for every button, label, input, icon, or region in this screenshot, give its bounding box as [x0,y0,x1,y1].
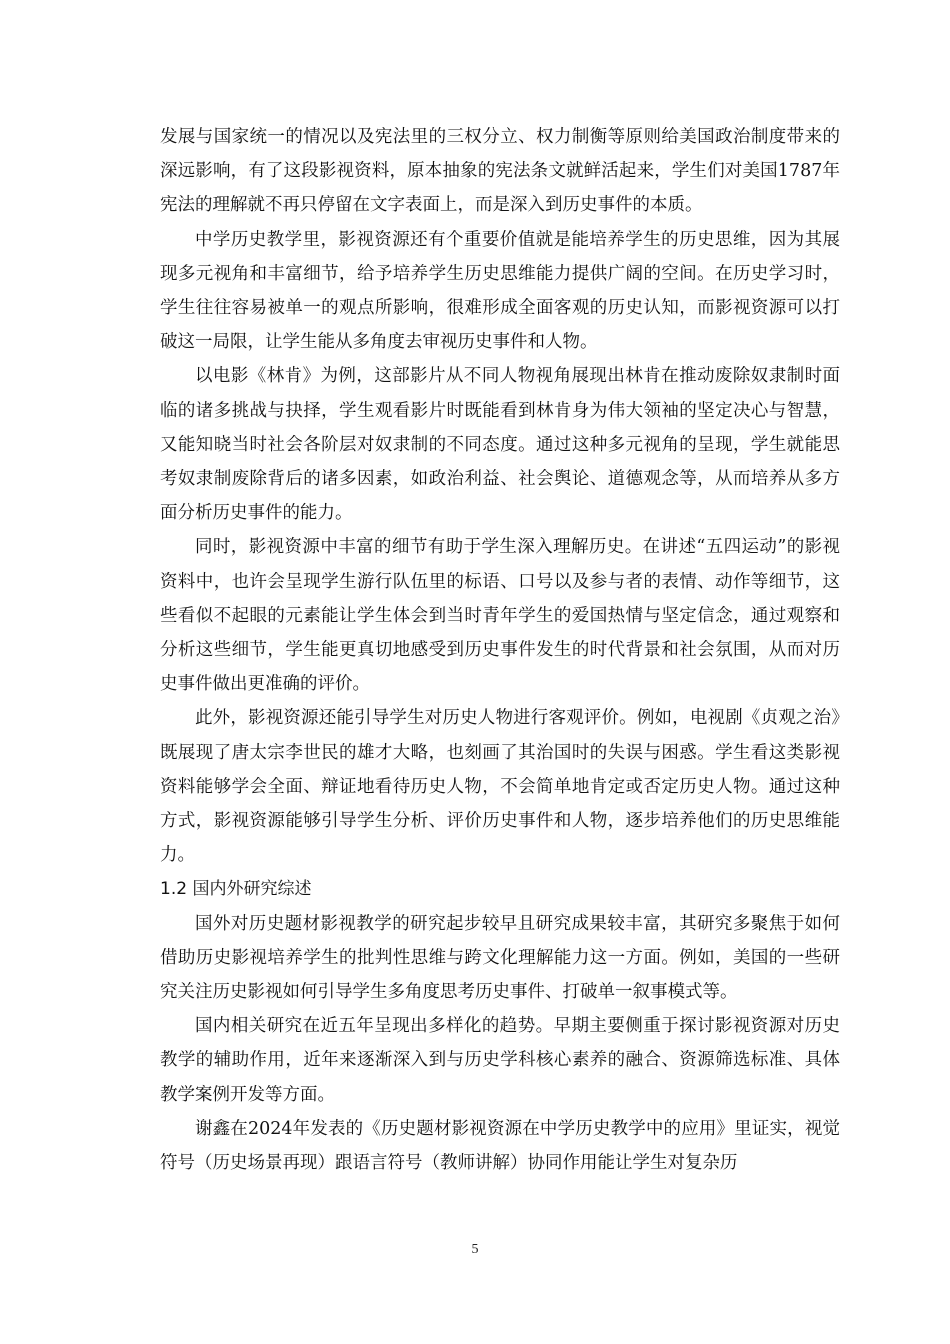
paragraph-foreign-research: 国外对历史题材影视教学的研究起步较早且研究成果较丰富，其研究多聚焦于如何借助历史影视培养学生的批判性思维与跨文化理解能力这一方面。例如，美国的一些研究关注历史影视如何引导学生多角度思考历史事件、打破单一叙事模式等。 [160,913,840,1003]
paragraph-continuation: 发展与国家统一的情况以及宪法里的三权分立、权力制衡等原则给美国政治制度带来的深远影响，有了这段影视资料，原本抽象的宪法条文就鲜活起来，学生们对美国1787年宪法的理解就不再只停留在文字表面上，而是深入到历史事件的本质。 [160,127,840,216]
body-text [160,120,840,1180]
paragraph-may-fourth-example: 同时，影视资源中丰富的细节有助于学生深入理解历史。在讲述“五四运动”的影视资料中，也许会呈现学生游行队伍里的标语、口号以及参与者的表情、动作等细节，这些看似不起眼的元素能让学生体会到当时青年学生的爱国热情与坚定信念，通过观察和分析这些细节，学生能更真切地感受到历史事件发生的时代背景和社会氛围，从而对历史事件做出更准确的评价。 [160,537,840,695]
section-heading: 1.2 国内外研究综述 [160,879,312,900]
paragraph-zhenguan-example: 此外，影视资源还能引导学生对历史人物进行客观评价。例如，电视剧《贞观之治》既展现了唐太宗李世民的雄才大略，也刻画了其治国时的失误与困惑。学生看这类影视资料能够学会全面、辩证地看待历史人物，不会简单地肯定或否定历史人物。通过这种方式，影视资源能够引导学生分析、评价历史事件和人物，逐步培养他们的历史思维能力。 [160,708,840,866]
page-number: 5 [471,1242,479,1257]
paragraph-lincoln-example: 以电影《林肯》为例，这部影片从不同人物视角展现出林肯在推动废除奴隶制时面临的诸多挑战与抉择，学生观看影片时既能看到林肯身为伟大领袖的坚定决心与智慧，又能知晓当时社会各阶层对奴隶制的不同态度。通过这种多元视角的呈现，学生就能思考奴隶制废除背后的诸多因素，如政治利益、社会舆论、道德观念等，从而培养从多方面分析历史事件的能力。 [160,366,840,524]
paragraph-historical-thinking: 中学历史教学里，影视资源还有个重要价值就是能培养学生的历史思维，因为其展现多元视角和丰富细节，给予培养学生历史思维能力提供广阔的空间。在历史学习时，学生往往容易被单一的观点所影响，很难形成全面客观的历史认知，而影视资源可以打破这一局限，让学生能从多角度去审视历史事件和人物。 [160,229,840,353]
paragraph-domestic-research: 国内相关研究在近五年呈现出多样化的趋势。早期主要侧重于探讨影视资源对历史教学的辅助作用，近年来逐渐深入到与历史学科核心素养的融合、资源筛选标准、具体教学案例开发等方面。 [160,1016,840,1105]
paragraph-xie-xin-study: 谢鑫在2024年发表的《历史题材影视资源在中学历史教学中的应用》里证实，视觉符号（历史场景再现）跟语言符号（教师讲解）协同作用能让学生对复杂历 [160,1118,840,1174]
